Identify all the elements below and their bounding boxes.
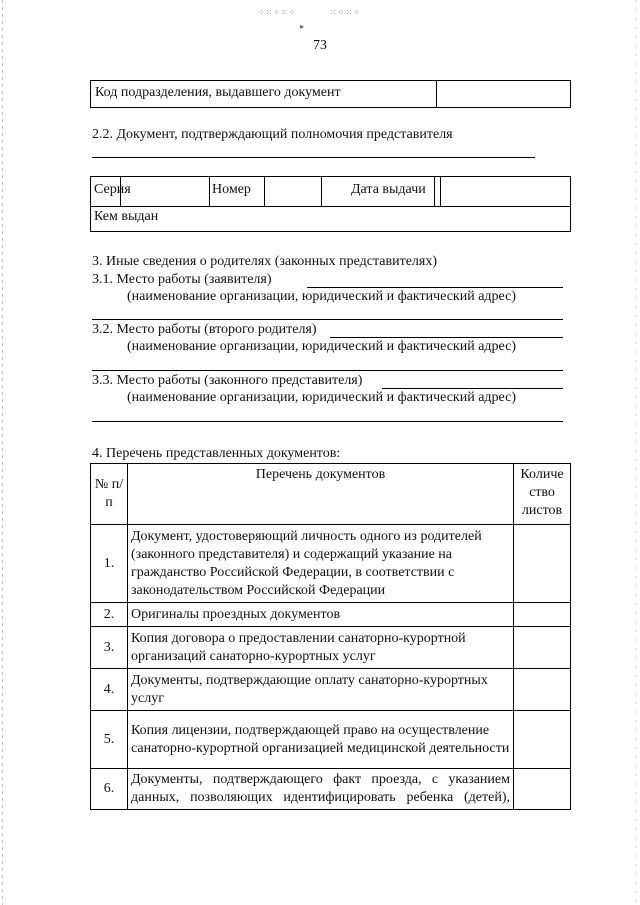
- series-label: Серия: [94, 182, 131, 197]
- section-3-2-hint: (наименование организации, юридический и фактический адрес): [127, 339, 516, 354]
- col-docs-header: Перечень документов: [128, 464, 514, 525]
- row-num: 1.: [91, 525, 128, 603]
- table-row: [91, 525, 571, 603]
- section-3-3-line-2: [92, 421, 563, 422]
- scan-artifact: ▸: [300, 22, 306, 31]
- row-text: Документы, подтверждающие оплату санаторно-курортных услуг: [128, 669, 514, 711]
- col-qty-header: Количе ство листов: [514, 464, 571, 525]
- table-row: [91, 669, 571, 711]
- table-row: [91, 711, 571, 769]
- row-qty-cell[interactable]: [514, 769, 571, 810]
- row-qty-cell[interactable]: [514, 525, 571, 603]
- section-3-2-label: 3.2. Место работы (второго родителя): [92, 322, 317, 337]
- row-num: 6.: [91, 769, 128, 810]
- number-label: Номер: [212, 182, 251, 197]
- row-num: 4.: [91, 669, 128, 711]
- row-text: Документы, подтверждающего факт проезда, с указанием данных, позволяющих идентифицировать ребенка (детей),: [128, 769, 514, 810]
- section-3-1-line: [307, 287, 563, 288]
- row-text: Оригиналы проездных документов: [128, 603, 514, 627]
- row-text: Документ, удостоверяющий личность одного из родителей (законного представителя) и содержащий указание на гражданство Российской Федерации, в соответствии с законодательством Российской Федерации: [128, 525, 514, 603]
- section-2-2-label: 2.2. Документ, подтверждающий полномочия представителя: [92, 127, 453, 142]
- row-text: Копия договора о предоставлении санаторно-курортной организаций санаторно-курортных услуг: [128, 627, 514, 669]
- scan-artifact: ⁘⁙⁘⁙⁘: [258, 8, 297, 17]
- table-row: [91, 627, 571, 669]
- row-qty-cell[interactable]: [514, 669, 571, 711]
- section-3-1-label: 3.1. Место работы (заявителя): [92, 272, 272, 287]
- issue-date-label: Дата выдачи: [351, 182, 426, 197]
- id-doc-table: [90, 176, 571, 232]
- division-code-label: Код подразделения, выдавшего документ: [95, 85, 341, 100]
- row-qty-cell[interactable]: [514, 627, 571, 669]
- section-4-heading: 4. Перечень представленных документов:: [92, 446, 341, 461]
- table-header-row: [91, 464, 571, 525]
- row-num: 3.: [91, 627, 128, 669]
- row-num: 5.: [91, 711, 128, 769]
- page-number: 73: [313, 38, 327, 53]
- row-qty-cell[interactable]: [514, 603, 571, 627]
- row-num: 2.: [91, 603, 128, 627]
- documents-table: [90, 463, 571, 810]
- section-3-1-hint: (наименование организации, юридический и фактический адрес): [127, 289, 516, 304]
- scan-edge-right: [636, 0, 637, 905]
- table-row: [91, 603, 571, 627]
- section-3-3-hint: (наименование организации, юридический и фактический адрес): [127, 390, 516, 405]
- section-3-2-line: [330, 337, 563, 338]
- section-3-heading: 3. Иные сведения о родителях (законных представителях): [92, 254, 437, 269]
- section-3-1-line-2: [92, 319, 563, 320]
- section-3-2-line-2: [92, 370, 563, 371]
- issued-by-label: Кем выдан: [94, 209, 159, 224]
- section-3-3-label: 3.3. Место работы (законного представителя): [92, 373, 363, 388]
- section-3-3-line: [382, 388, 563, 389]
- col-num-header: № п/п: [91, 464, 128, 525]
- row-text: Копия лицензии, подтверждающей право на осуществление санаторно-курортной организацией медицинской деятельности: [128, 711, 514, 769]
- representative-doc-line: [92, 157, 535, 158]
- scan-edge-left: [2, 0, 3, 905]
- table-row: [91, 769, 571, 810]
- scan-artifact: ⁙⁘⁙⁘: [330, 8, 361, 17]
- row-qty-cell[interactable]: [514, 711, 571, 769]
